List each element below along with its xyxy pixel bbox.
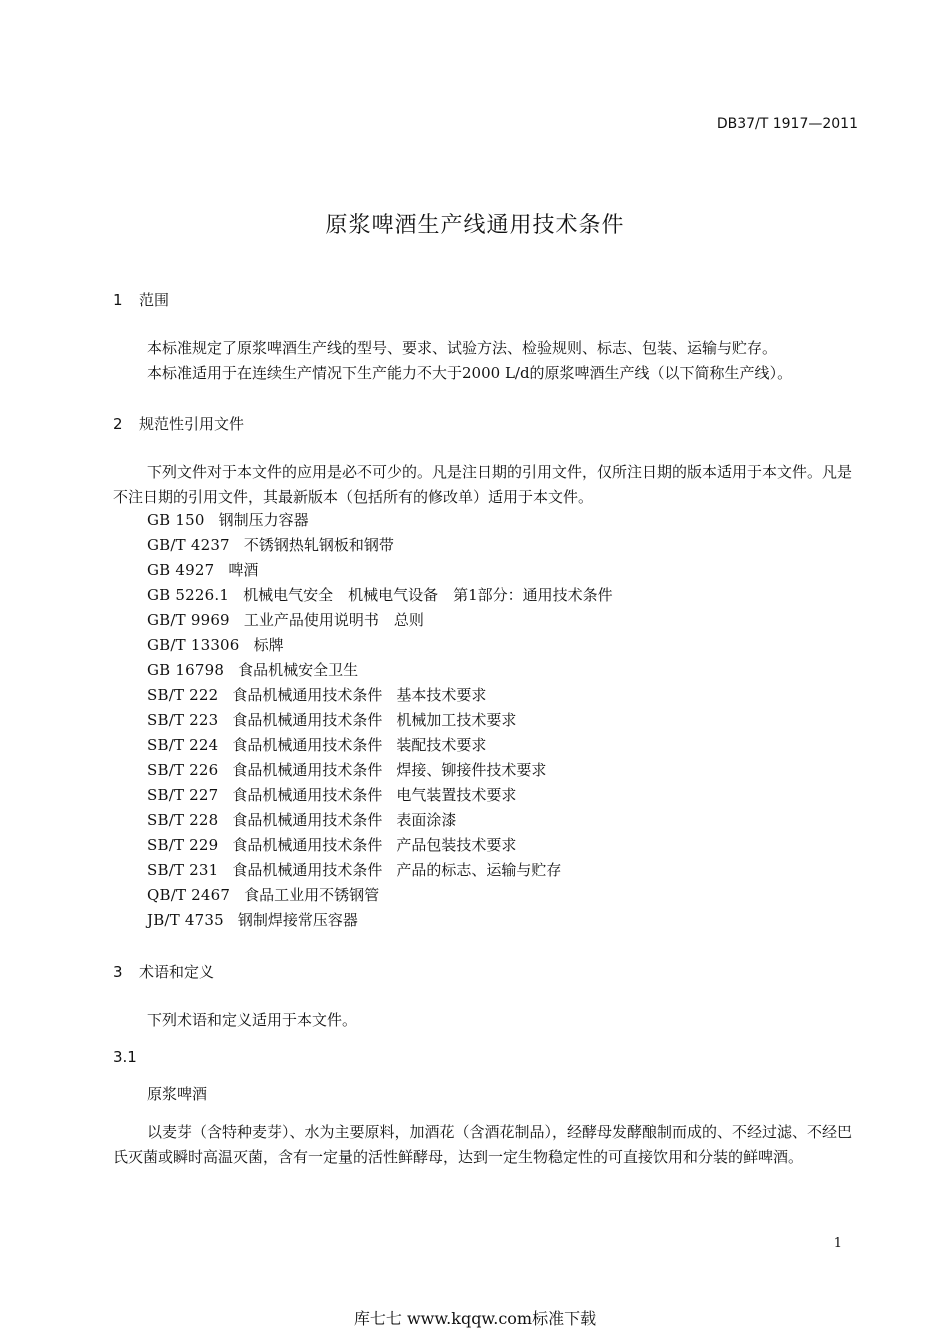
term-definition: 以麦芽（含特种麦芽）、水为主要原料，加酒花（含酒花制品），经酵母发酵酿制而成的、不经过滤、不经巴氏灭菌或瞬时高温灭菌，含有一定量的活性鲜酵母，达到一定生物稳定性的可直接饮用和分装的鲜啤酒。	[113, 1123, 853, 1166]
reference-item	[147, 808, 456, 833]
reference-item	[147, 733, 486, 758]
section-title: 范围	[139, 291, 170, 309]
reference-title: 食品机械通用技术条件	[232, 861, 383, 879]
reference-title: 食品工业用不锈钢管	[244, 886, 380, 904]
reference-item	[147, 783, 516, 808]
references-intro: 下列文件对于本文件的应用是必不可少的。凡是注日期的引用文件，仅所注日期的版本适用于本文件。凡是不注日期的引用文件，其最新版本（包括所有的修改单）适用于本文件。	[113, 463, 853, 506]
reference-item	[147, 658, 358, 683]
reference-code: SB/T 224	[147, 736, 219, 754]
reference-code: SB/T 231	[147, 861, 219, 879]
section-3-heading	[113, 961, 214, 982]
reference-code: QB/T 2467	[147, 886, 231, 904]
reference-item	[147, 633, 284, 658]
reference-title: 食品机械通用技术条件	[232, 761, 383, 779]
reference-title: 食品机械安全卫生	[238, 661, 359, 679]
reference-code: GB/T 4237	[147, 536, 230, 554]
reference-code: SB/T 223	[147, 711, 219, 729]
reference-title: 啤酒	[228, 561, 259, 579]
reference-title: 食品机械通用技术条件	[232, 811, 383, 829]
reference-item	[147, 558, 258, 583]
document-title: 原浆啤酒生产线通用技术条件	[325, 213, 625, 238]
reference-title: 不锈钢热轧钢板和钢带	[243, 536, 394, 554]
section-2-heading	[113, 413, 244, 434]
reference-item	[147, 508, 309, 533]
reference-subtitle: 电气装置技术要求	[396, 786, 517, 804]
reference-title: 工业产品使用说明书 总则	[243, 611, 424, 629]
reference-code: GB/T 9969	[147, 611, 230, 629]
reference-item	[147, 858, 561, 883]
footer-watermark: 库七七 www.kqqw.com标准下载	[353, 1309, 597, 1328]
reference-subtitle: 焊接、铆接件技术要求	[396, 761, 547, 779]
reference-title: 食品机械通用技术条件	[232, 736, 383, 754]
reference-subtitle: 机械加工技术要求	[396, 711, 517, 729]
reference-code: SB/T 229	[147, 836, 219, 854]
reference-item	[147, 708, 516, 733]
section-1-heading	[113, 289, 169, 310]
reference-item	[147, 758, 546, 783]
reference-code: SB/T 226	[147, 761, 219, 779]
reference-code: SB/T 228	[147, 811, 219, 829]
reference-title: 标牌	[253, 636, 284, 654]
section-number: 1	[113, 291, 123, 309]
reference-item	[147, 608, 424, 633]
section-number: 3	[113, 963, 123, 981]
reference-item	[147, 533, 394, 558]
reference-subtitle: 表面涂漆	[396, 811, 457, 829]
reference-item	[147, 583, 613, 608]
reference-code: GB 150	[147, 511, 205, 529]
reference-code: SB/T 222	[147, 686, 219, 704]
reference-code: SB/T 227	[147, 786, 219, 804]
reference-item	[147, 883, 379, 908]
page-number: 1	[833, 1236, 842, 1251]
reference-item	[147, 908, 358, 933]
reference-code: GB 4927	[147, 561, 215, 579]
reference-subtitle: 产品包装技术要求	[396, 836, 517, 854]
reference-code: GB 16798	[147, 661, 225, 679]
reference-item	[147, 833, 516, 858]
reference-title: 食品机械通用技术条件	[232, 836, 383, 854]
section-number: 2	[113, 415, 123, 433]
terms-intro: 下列术语和定义适用于本文件。	[147, 1011, 358, 1029]
reference-title: 机械电气安全 机械电气设备 第1部分：通用技术条件	[243, 586, 613, 604]
standard-code: DB37/T 1917—2011	[716, 116, 858, 132]
section-title: 规范性引用文件	[139, 415, 245, 433]
reference-code: GB 5226.1	[147, 586, 230, 604]
scope-paragraph-2: 本标准适用于在连续生产情况下生产能力不大于2000 L/d的原浆啤酒生产线（以下简称生产线）。	[147, 364, 793, 382]
reference-title: 食品机械通用技术条件	[232, 786, 383, 804]
subsection-number: 3.1	[113, 1048, 137, 1066]
reference-title: 钢制焊接常压容器	[237, 911, 358, 929]
reference-subtitle: 装配技术要求	[396, 736, 487, 754]
section-title: 术语和定义	[139, 963, 215, 981]
reference-code: JB/T 4735	[147, 911, 224, 929]
reference-code: GB/T 13306	[147, 636, 240, 654]
reference-item	[147, 683, 486, 708]
term-name: 原浆啤酒	[147, 1085, 208, 1103]
reference-title: 钢制压力容器	[218, 511, 309, 529]
reference-subtitle: 基本技术要求	[396, 686, 487, 704]
scope-paragraph-1: 本标准规定了原浆啤酒生产线的型号、要求、试验方法、检验规则、标志、包装、运输与贮存。	[147, 339, 778, 357]
reference-subtitle: 产品的标志、运输与贮存	[396, 861, 562, 879]
reference-title: 食品机械通用技术条件	[232, 711, 383, 729]
reference-title: 食品机械通用技术条件	[232, 686, 383, 704]
